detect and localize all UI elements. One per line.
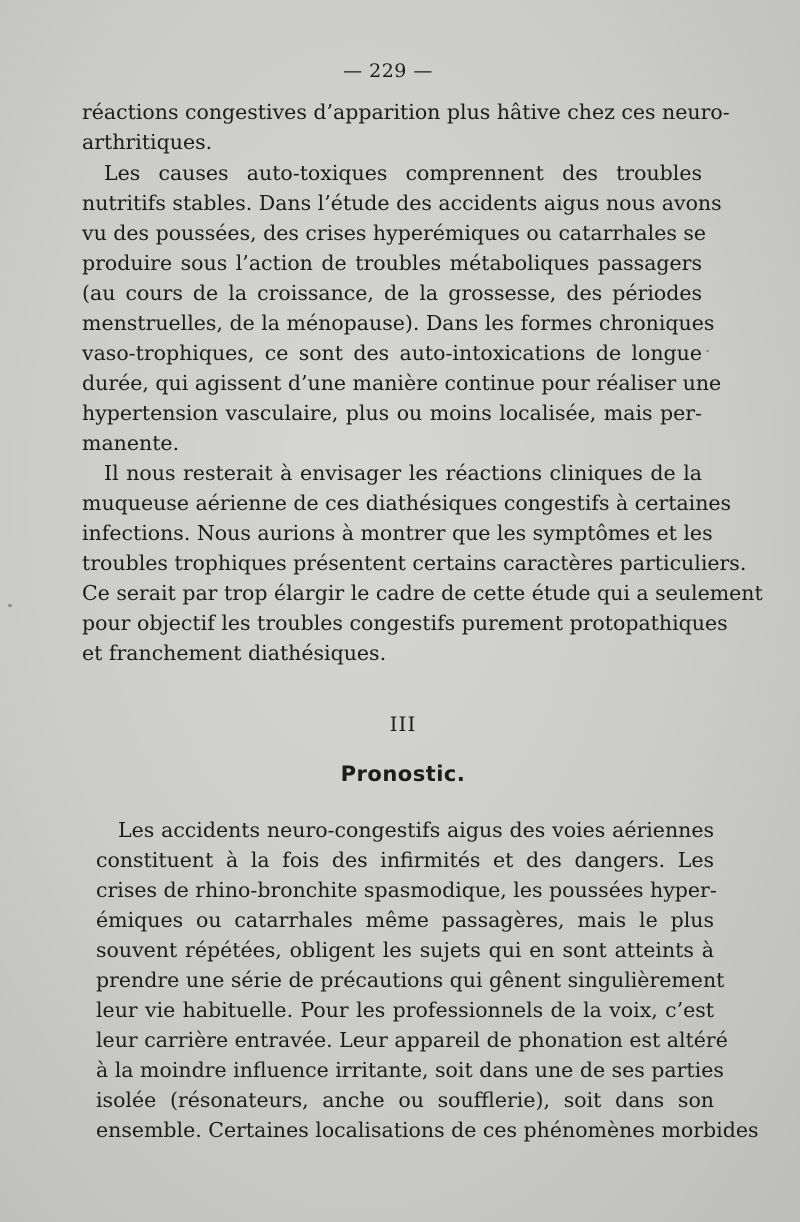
- text-line: souvent répétées, obligent les sujets qui en sont atteints à: [96, 938, 714, 962]
- text-line: nutritifs stables. Dans l’étude des accidents aigus nous avons: [82, 191, 722, 215]
- text-line: hypertension vasculaire, plus ou moins localisée, mais per-: [82, 401, 702, 425]
- text-line: vaso-trophiques, ce sont des auto-intoxications de longue: [82, 341, 702, 365]
- text-line: infections. Nous aurions à montrer que les symptômes et les: [82, 521, 713, 545]
- text-line: leur carrière entravée. Leur appareil de phonation est altéré: [96, 1028, 728, 1052]
- text-line: crises de rhino-bronchite spasmodique, les poussées hyper-: [96, 878, 717, 902]
- text-line: Il nous resterait à envisager les réactions cliniques de la: [104, 461, 702, 485]
- paper-speck: [8, 604, 12, 607]
- section-title: Pronostic.: [340, 762, 466, 786]
- text-line: Les causes auto-toxiques comprennent des troubles: [104, 161, 702, 185]
- text-line: muqueuse aérienne de ces diathésiques congestifs à certaines: [82, 491, 732, 515]
- text-line: à la moindre influence irritante, soit dans une de ses parties: [96, 1058, 724, 1082]
- text-line: émiques ou catarrhales même passagères, mais le plus: [96, 908, 714, 932]
- section-number: III: [389, 712, 417, 736]
- text-line: vu des poussées, des crises hyperémiques ou catarrhales se: [82, 221, 707, 245]
- text-line: produire sous l’action de troubles métaboliques passagers: [82, 251, 702, 275]
- text-line: et franchement diathésiques.: [82, 641, 387, 665]
- text-line: arthritiques.: [82, 130, 213, 154]
- text-line: isolée (résonateurs, anche ou soufflerie), soit dans son: [96, 1088, 714, 1112]
- text-line: durée, qui agissent d’une manière continue pour réaliser une: [82, 371, 722, 395]
- text-line: ensemble. Certaines localisations de ces phénomènes morbides: [96, 1118, 759, 1142]
- text-line: troubles trophiques présentent certains caractères particuliers.: [82, 551, 747, 575]
- text-line: pour objectif les troubles congestifs purement protopathiques: [82, 611, 728, 635]
- text-line: Ce serait par trop élargir le cadre de cette étude qui a seulement: [82, 581, 763, 605]
- text-line: leur vie habituelle. Pour les professionnels de la voix, c’est: [96, 998, 714, 1022]
- text-line: Les accidents neuro-congestifs aigus des voies aériennes: [118, 818, 714, 842]
- text-line: menstruelles, de la ménopause). Dans les formes chroniques: [82, 311, 715, 335]
- text-line: constituent à la fois des infirmités et des dangers. Les: [96, 848, 714, 872]
- page-number: — 229 —: [343, 60, 433, 82]
- paper-speck: [706, 350, 709, 352]
- text-line: réactions congestives d’apparition plus hâtive chez ces neuro-: [82, 100, 730, 124]
- text-line: (au cours de la croissance, de la grossesse, des périodes: [82, 281, 702, 305]
- text-line: prendre une série de précautions qui gênent singulièrement: [96, 968, 725, 992]
- text-line: manente.: [82, 431, 180, 455]
